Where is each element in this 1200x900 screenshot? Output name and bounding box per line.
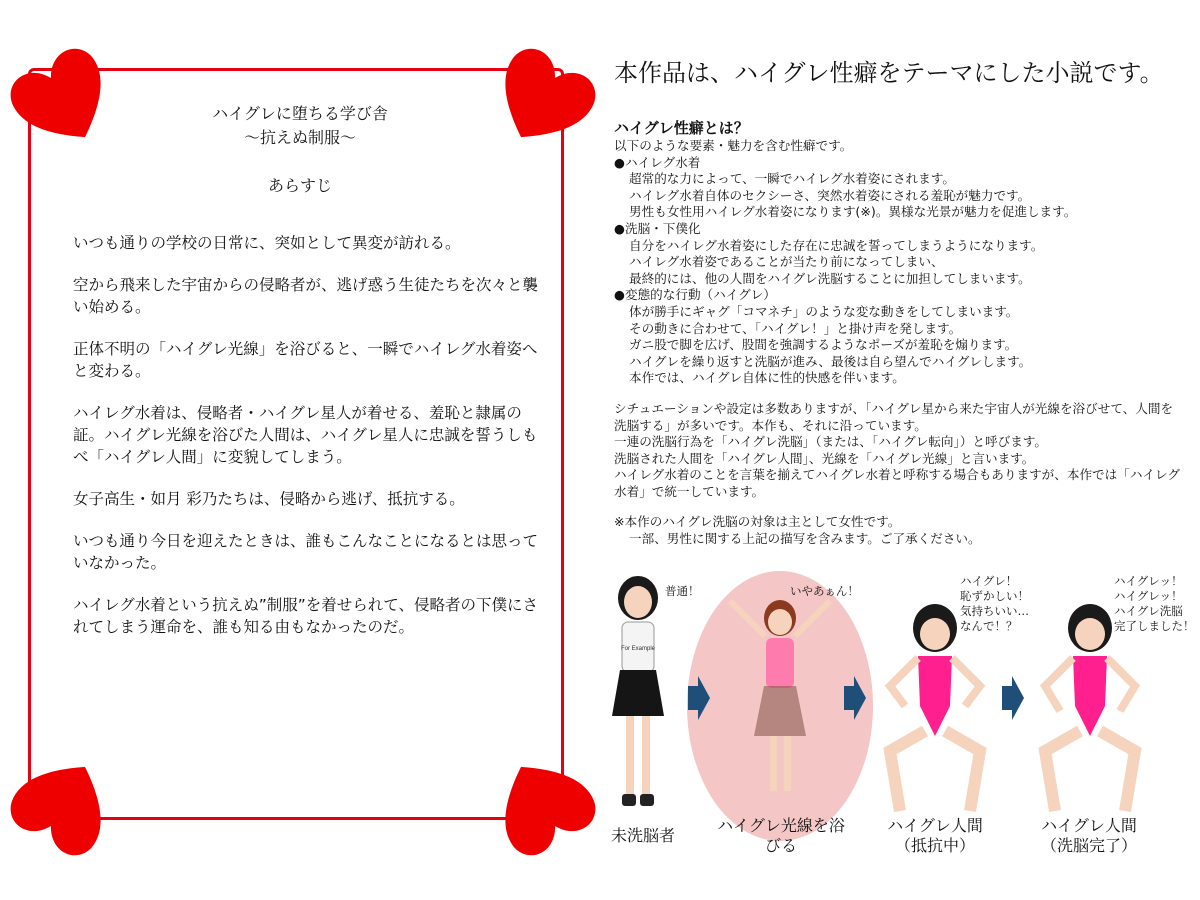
bullet-line: ガニ股で脚を広げ、股間を強調するようなポーズが羞恥を煽ります。	[629, 337, 1018, 353]
synopsis-paragraph: ハイレグ水着という抗えぬ”制服”を着せられて、侵略者の下僕にされてしまう運命を、誰も知る由もなかったのだ。	[73, 596, 538, 636]
figure-unbrainwashed	[612, 576, 664, 806]
figure-resisting	[890, 604, 980, 811]
headline: 本作品は、ハイグレ性癖をテーマにした小説です。	[614, 59, 1164, 87]
intro-text: 以下のような要素・魅力を含む性癖です。	[614, 138, 853, 153]
term-text: 洗脳された人間を「ハイグレ人間」、光線を「ハイグレ光線」と言います。	[614, 450, 1035, 466]
synopsis-paragraph: いつも通りの学校の日常に、突如として異変が訪れる。	[73, 234, 461, 252]
speech-line: 気持ちいい…	[960, 604, 1029, 618]
situation-text: シチュエーションや設定は多数ありますが、「ハイグレ星から来た宇宙人が光線を浴びせて、人間を洗脳する」が多いです。本作も、それに沿っています。	[614, 400, 1174, 433]
speech-line: ハイグレッ！	[1114, 574, 1183, 588]
caption-beam	[708, 816, 854, 856]
bullet-line: ハイレグ水着自体のセクシーさ、突然水着姿にされる羞恥が魅力です。	[629, 187, 1031, 203]
synopsis-paragraph: ハイレグ水着は、侵略者・ハイグレ星人が着せる、羞恥と隷属の証。ハイグレ光線を浴びた人間は、ハイグレ星人に忠誠を誓うしもべ「ハイグレ人間」に変貌してしまう。	[73, 404, 538, 466]
bullet-heading: ●ハイレグ水着	[614, 154, 701, 170]
bullet-line: ハイグレを繰り返すと洗脳が進み、最後は自ら望んでハイグレします。	[629, 353, 1032, 369]
speech-resisting	[960, 574, 1029, 634]
book-title-line1: ハイグレに堕ちる学び舎	[212, 104, 388, 123]
book-title-line2: 〜抗えぬ制服〜	[243, 128, 356, 147]
speech-normal: 普通！	[665, 584, 700, 598]
synopsis-heading: あらすじ	[267, 176, 332, 195]
caption-resisting	[870, 816, 1000, 856]
synopsis-paragraph: 女子高生・如月 彩乃たちは、侵略から逃げ、抵抗する。	[73, 490, 465, 508]
bullet-line: 男性も女性用ハイレグ水着姿になります(※)。異様な光景が魅力を促進します。	[629, 204, 1077, 220]
speech-line: 恥ずかしい！	[960, 589, 1029, 603]
term-text: 一連の洗脳行為を「ハイグレ洗脳」（または、「ハイグレ転向」）と呼びます。	[614, 434, 1047, 450]
term-text: ハイレグ水着のことを言葉を揃えてハイグレ水着と呼称する場合もありますが、本作では「ハイレグ水着」で統一しています。	[614, 467, 1180, 499]
synopsis-paragraph: 空から飛来した宇宙からの侵略者が、逃げ惑う生徒たちを次々と襲い始める。	[73, 276, 539, 316]
caption-line: びる	[764, 836, 797, 855]
figure-brainwashed	[1045, 604, 1135, 811]
caption-unbrainwashed: 未洗脳者	[610, 826, 675, 845]
caption-line: ハイグレ人間	[887, 816, 983, 835]
speech-line: ハイグレッ！	[1114, 589, 1183, 603]
caption-line: ハイグレ人間	[1041, 816, 1137, 835]
speech-line: ハイグレ洗脳	[1114, 604, 1183, 618]
bullet-heading: ●洗脳・下僕化	[614, 220, 701, 236]
heart-bottom-right-icon	[488, 750, 598, 860]
explanation	[614, 118, 1184, 548]
arrow-right-icon	[1002, 676, 1024, 720]
caption-line: （洗脳完了）	[1040, 836, 1137, 855]
bullet-line: 超常的な力によって、一瞬でハイレグ水着姿にされます。	[629, 171, 955, 187]
book-title	[0, 102, 600, 150]
bullet-line: ハイレグ水着姿であることが当たり前になってしまい、	[629, 254, 944, 270]
bullet-line: 最終的には、他の人間をハイグレ洗脳することに加担してしまいます。	[629, 270, 1031, 286]
shirt-text: For Example	[620, 646, 656, 652]
bullet-heading: ●変態的な行動（ハイグレ）	[614, 287, 776, 303]
caption-line: （抵抗中）	[894, 836, 975, 855]
bullet-line: 自分をハイレグ水着姿にした存在に忠誠を誓ってしまうようになります。	[629, 237, 1044, 253]
synopsis-body	[73, 232, 543, 658]
synopsis-paragraph: 正体不明の「ハイグレ光線」を浴びると、一瞬でハイレグ水着姿へと変わる。	[73, 340, 538, 380]
caption-brainwashed	[1024, 816, 1154, 856]
speech-beam: いやあぁん！	[790, 584, 859, 598]
speech-brainwashed	[1114, 574, 1195, 634]
section-heading: ハイグレ性癖とは？	[614, 119, 749, 137]
speech-line: なんで！？	[960, 619, 1018, 633]
heart-bottom-left-icon	[8, 750, 118, 860]
note-text: 一部、男性に関する上記の描写を含みます。ご了承ください。	[629, 531, 981, 547]
synopsis-paragraph: いつも通り今日を迎えたときは、誰もこんなことになるとは思っていなかった。	[73, 532, 539, 572]
caption-line: ハイグレ光線を浴	[717, 816, 845, 835]
speech-line: 完了しました！	[1114, 619, 1195, 633]
bullet-line: その動きに合わせて、「ハイグレ！」と掛け声を発します。	[629, 320, 962, 336]
note-text: ※本作のハイグレ洗脳の対象は主として女性です。	[614, 514, 901, 530]
bullet-line: 本作では、ハイグレ自体に性的快感を伴います。	[629, 370, 905, 386]
speech-line: ハイグレ！	[960, 574, 1018, 588]
bullet-line: 体が勝手にギャグ「コマネチ」のような変な動きをしてしまいます。	[629, 303, 1019, 319]
